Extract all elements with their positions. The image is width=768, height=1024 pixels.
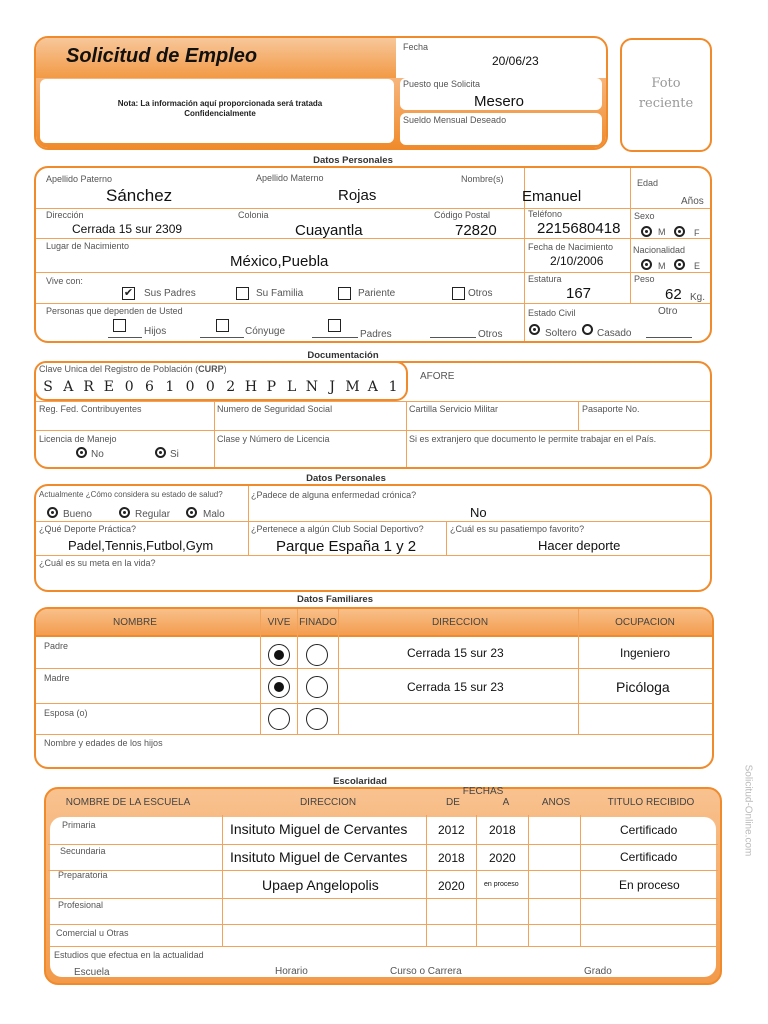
extranjero-label: Si es extranjero que documento le permite trabajar en el País. <box>409 434 657 444</box>
section-datos-personales-2: Datos Personales <box>306 473 386 484</box>
peso-value[interactable]: 62 <box>665 286 682 303</box>
puesto-label: Puesto que Solicita <box>403 79 481 89</box>
fecha-nac-label: Fecha de Nacimiento <box>528 242 614 252</box>
salud-bueno-radio[interactable] <box>47 507 58 518</box>
fam-esposa-vive-radio[interactable] <box>268 708 290 730</box>
esc-col-de: DE <box>446 797 460 808</box>
licencia-no-label: No <box>91 449 104 460</box>
dep-hijos-label: Hijos <box>144 326 167 337</box>
curp-char: E <box>103 379 114 395</box>
divider <box>48 924 718 925</box>
dep-conyuge-checkbox[interactable] <box>216 319 229 332</box>
fam-madre-vive-radio[interactable] <box>268 676 290 698</box>
fam-esposa-label: Esposa (o) <box>44 708 88 718</box>
casado-label: Casado <box>597 328 632 339</box>
curp-label-c: ) <box>223 364 227 374</box>
divider <box>426 815 427 946</box>
esc-actual-grado: Grado <box>584 966 612 977</box>
cronica-label: ¿Padece de alguna enfermedad crónica? <box>251 490 417 500</box>
divider <box>36 430 710 431</box>
estatura-label: Estatura <box>528 274 562 284</box>
fam-padre-ocupacion[interactable]: Ingeniero <box>620 646 671 660</box>
nac-m-label: M <box>658 261 666 271</box>
esc-col-fechas: FECHAS <box>462 786 504 797</box>
fam-padre-direccion[interactable]: Cerrada 15 sur 23 <box>407 646 504 660</box>
curp-char: 1 <box>165 379 175 395</box>
telefono-label: Teléfono <box>528 209 563 219</box>
curp-chars[interactable] <box>38 379 404 399</box>
apellido-paterno-value[interactable]: Sánchez <box>106 186 173 205</box>
divider <box>36 401 710 402</box>
vive-padres-label: Sus Padres <box>144 288 196 299</box>
cartilla-label: Cartilla Servicio Militar <box>409 404 499 414</box>
divider <box>36 303 710 304</box>
pasaporte-label: Pasaporte No. <box>582 404 640 414</box>
divider <box>36 635 712 637</box>
esc-primaria-de[interactable]: 2012 <box>438 823 465 837</box>
curp-char: 6 <box>145 379 154 395</box>
esc-primaria-a[interactable]: 2018 <box>489 823 516 837</box>
otro-label: Otro <box>658 306 678 317</box>
licencia-no-radio[interactable] <box>76 447 87 458</box>
esc-primaria-titulo[interactable]: Certificado <box>620 823 678 837</box>
club-label: ¿Pertenece a algún Club Social Deportivo? <box>251 524 424 534</box>
fam-padre-label: Padre <box>44 641 69 651</box>
curp-char: L <box>286 379 297 395</box>
esc-actual-label: Estudios que efectua en la actualidad <box>54 950 204 960</box>
esc-secundaria-a[interactable]: 2020 <box>489 851 516 865</box>
dep-conyuge-label: Cónyuge <box>245 326 286 337</box>
vive-label: Vive con: <box>46 276 83 286</box>
divider <box>36 272 710 273</box>
form-title: Solicitud de Empleo <box>66 45 258 67</box>
salud-malo-radio[interactable] <box>186 507 197 518</box>
colonia-label: Colonia <box>238 210 269 220</box>
curp-char: N <box>305 379 319 395</box>
dep-padres-checkbox[interactable] <box>328 319 341 332</box>
divider <box>48 898 718 899</box>
colonia-value[interactable]: Cuayantla <box>295 222 363 239</box>
esc-preparatoria-label: Preparatoria <box>58 870 108 880</box>
apellido-paterno-label: Apellido Paterno <box>46 174 113 184</box>
vive-pariente-label: Pariente <box>358 288 396 299</box>
esc-primaria-label: Primaria <box>62 820 96 830</box>
fam-col-nombre: NOMBRE <box>113 617 157 628</box>
nac-e-radio[interactable] <box>674 259 685 270</box>
club-value[interactable]: Parque España 1 y 2 <box>276 538 417 555</box>
fam-col-finado: FINADO <box>299 617 337 628</box>
esc-secundaria-de[interactable]: 2018 <box>438 851 465 865</box>
section-escolaridad: Escolaridad <box>333 776 387 787</box>
cp-value[interactable]: 72820 <box>455 222 497 239</box>
casado-radio[interactable] <box>582 324 593 335</box>
curp-char: A <box>63 379 74 395</box>
section-documentacion: Documentación <box>307 350 379 361</box>
telefono-value[interactable]: 2215680418 <box>537 220 621 237</box>
sexo-m-radio[interactable] <box>641 226 652 237</box>
meta-label: ¿Cuál es su meta en la vida? <box>39 558 156 568</box>
divider <box>260 609 261 735</box>
esc-preparatoria-de[interactable]: 2020 <box>438 879 465 893</box>
sexo-f-label: F <box>694 228 700 238</box>
dep-padres-label: Padres <box>360 329 392 340</box>
esc-secundaria-label: Secundaria <box>60 846 106 856</box>
lugar-label: Lugar de Nacimiento <box>46 241 130 251</box>
esc-preparatoria-direccion[interactable]: Upaep Angelopolis <box>262 877 379 893</box>
licencia-si-radio[interactable] <box>155 447 166 458</box>
rfc-label: Reg. Fed. Contribuyentes <box>39 404 142 414</box>
sexo-m-label: M <box>658 227 666 237</box>
divider <box>36 703 712 704</box>
deporte-value[interactable]: Padel,Tennis,Futbol,Gym <box>68 538 214 553</box>
direccion-value[interactable]: Cerrada 15 sur 2309 <box>72 222 183 236</box>
nss-label: Numero de Seguridad Social <box>217 404 333 414</box>
nac-m-radio[interactable] <box>641 259 652 270</box>
curp-label <box>39 364 227 374</box>
underline <box>200 337 244 338</box>
esc-col-direccion: DIRECCION <box>299 797 357 808</box>
curp-char: S <box>43 379 53 395</box>
divider <box>476 815 477 946</box>
divider <box>580 815 581 946</box>
esc-actual-horario: Horario <box>275 966 308 977</box>
salud-bueno-label: Bueno <box>63 509 92 520</box>
divider <box>222 815 223 946</box>
esc-col-anos: ANOS <box>541 797 571 808</box>
direccion-label: Dirección <box>46 210 84 220</box>
lugar-value[interactable]: México,Puebla <box>230 253 329 270</box>
fam-esposa-finado-radio[interactable] <box>306 708 328 730</box>
sexo-f-radio[interactable] <box>674 226 685 237</box>
fam-hijos-label: Nombre y edades de los hijos <box>44 738 163 748</box>
curp-char: 0 <box>205 379 215 395</box>
edad-unit: Años <box>681 196 704 207</box>
divider <box>630 168 631 304</box>
esc-actual-curso: Curso o Carrera <box>390 966 462 977</box>
fam-padre-vive-radio[interactable] <box>268 644 290 666</box>
vive-padres-checkbox[interactable]: ✔ <box>123 287 134 299</box>
estatura-value[interactable]: 167 <box>566 285 592 302</box>
deporte-label: ¿Qué Deporte Práctica? <box>39 524 137 534</box>
section-datos-familiares: Datos Familiares <box>296 594 374 605</box>
divider <box>578 401 579 430</box>
fam-col-vive: VIVE <box>267 617 291 628</box>
curp-char: 2 <box>226 379 236 395</box>
divider <box>214 401 215 467</box>
underline <box>108 337 142 338</box>
esc-secundaria-direccion[interactable]: Insituto Miguel de Cervantes <box>230 849 408 865</box>
vive-otros-label: Otros <box>468 288 493 299</box>
divider <box>36 734 712 735</box>
esc-actual-escuela: Escuela <box>74 967 110 978</box>
divider <box>578 609 579 735</box>
sexo-label: Sexo <box>634 211 655 221</box>
esc-profesional-label: Profesional <box>58 900 104 910</box>
esc-col-a: A <box>502 797 510 808</box>
divider <box>36 668 712 669</box>
peso-label: Peso <box>634 274 655 284</box>
soltero-radio[interactable] <box>529 324 540 335</box>
vive-familia-checkbox[interactable] <box>236 287 249 300</box>
fam-padre-finado-radio[interactable] <box>306 644 328 666</box>
edad-label: Edad <box>637 178 659 188</box>
divider <box>36 238 710 239</box>
licencia-label: Licencia de Manejo <box>39 434 117 444</box>
fecha-value: 20/06/23 <box>492 54 539 68</box>
salud-regular-label: Regular <box>135 509 171 520</box>
estado-civil-label: Estado Civil <box>528 308 576 318</box>
esc-preparatoria-a[interactable]: en proceso <box>484 881 519 888</box>
fecha-label: Fecha <box>403 42 429 52</box>
vive-pariente-checkbox[interactable] <box>338 287 351 300</box>
nombres-value[interactable]: Emanuel <box>522 188 582 205</box>
dep-otros-label: Otros <box>478 329 503 340</box>
curp-label-a: Clave Unica del Registro de Población ( <box>39 364 199 374</box>
fam-madre-finado-radio[interactable] <box>306 676 328 698</box>
vive-familia-label: Su Familia <box>256 288 304 299</box>
dependen-label: Personas que dependen de Usted <box>46 306 183 316</box>
fam-madre-label: Madre <box>44 673 70 683</box>
divider <box>36 521 710 522</box>
underline <box>312 337 358 338</box>
esc-col-escuela: NOMBRE DE LA ESCUELA <box>65 797 191 808</box>
salud-estado-label: Actualmente ¿Cómo considera su estado de salud? <box>39 490 223 499</box>
fam-madre-direccion[interactable]: Cerrada 15 sur 23 <box>407 680 504 694</box>
underline <box>646 337 692 338</box>
salud-malo-label: Malo <box>203 509 225 520</box>
divider <box>36 208 710 209</box>
curp-char: J <box>329 379 335 395</box>
divider <box>48 946 718 947</box>
fam-col-direccion: DIRECCION <box>431 617 489 628</box>
curp-char: H <box>244 379 258 395</box>
nac-e-label: E <box>694 261 701 271</box>
puesto-value: Mesero <box>474 93 525 110</box>
soltero-label: Soltero <box>545 328 577 339</box>
vive-otros-checkbox[interactable] <box>452 287 465 300</box>
curp-label-b: CURP <box>198 364 224 374</box>
curp-char: P <box>266 379 276 395</box>
sueldo-label: Sueldo Mensual Deseado <box>403 115 507 125</box>
divider <box>406 401 407 467</box>
esc-secundaria-titulo[interactable]: Certificado <box>620 850 678 864</box>
afore-label: AFORE <box>420 371 455 382</box>
curp-char: A <box>367 379 378 395</box>
licencia-si-label: Si <box>170 449 179 460</box>
divider <box>446 521 447 555</box>
pasatiempo-value[interactable]: Hacer deporte <box>538 538 621 553</box>
divider <box>338 609 339 735</box>
pasatiempo-label: ¿Cuál es su pasatiempo favorito? <box>450 524 585 534</box>
divider <box>297 609 298 735</box>
salud-regular-radio[interactable] <box>119 507 130 518</box>
curp-char: 1 <box>388 379 398 395</box>
esc-col-titulo: TITULO RECIBIDO <box>607 797 695 808</box>
esc-comercial-label: Comercial u Otras <box>56 928 129 938</box>
nombres-label: Nombre(s) <box>461 174 504 184</box>
fecha-nac-value[interactable]: 2/10/2006 <box>550 254 604 268</box>
curp-char: R <box>83 379 94 395</box>
apellido-materno-label: Apellido Materno <box>256 173 324 183</box>
esc-primaria-direccion[interactable]: Insituto Miguel de Cervantes <box>230 821 408 837</box>
dep-hijos-checkbox[interactable] <box>113 319 126 332</box>
curp-char: M <box>345 379 360 395</box>
cronica-value[interactable]: No <box>470 505 487 520</box>
esc-preparatoria-titulo[interactable]: En proceso <box>619 878 680 892</box>
divider <box>48 844 718 845</box>
apellido-materno-value[interactable]: Rojas <box>338 187 377 204</box>
divider <box>528 815 529 946</box>
underline <box>430 337 476 338</box>
curp-char: 0 <box>185 379 195 395</box>
peso-unit: Kg. <box>690 292 706 303</box>
foto-label: Foto reciente <box>638 76 694 111</box>
clase-label: Clase y Número de Licencia <box>217 434 330 444</box>
fam-col-ocupacion: OCUPACION <box>615 617 675 628</box>
divider <box>48 870 718 871</box>
cp-label: Código Postal <box>434 210 491 220</box>
divider <box>248 486 249 555</box>
divider <box>36 555 710 556</box>
section-datos-personales: Datos Personales <box>313 155 393 166</box>
watermark: Solicitud-Online.com <box>742 764 754 857</box>
fam-madre-ocupacion[interactable]: Picóloga <box>616 679 670 695</box>
nacionalidad-label: Nacionalidad <box>633 245 686 255</box>
curp-char: 0 <box>124 379 134 395</box>
confidential-note: Nota: La información aquí proporcionada será tratada Confidencialmente <box>117 99 323 118</box>
